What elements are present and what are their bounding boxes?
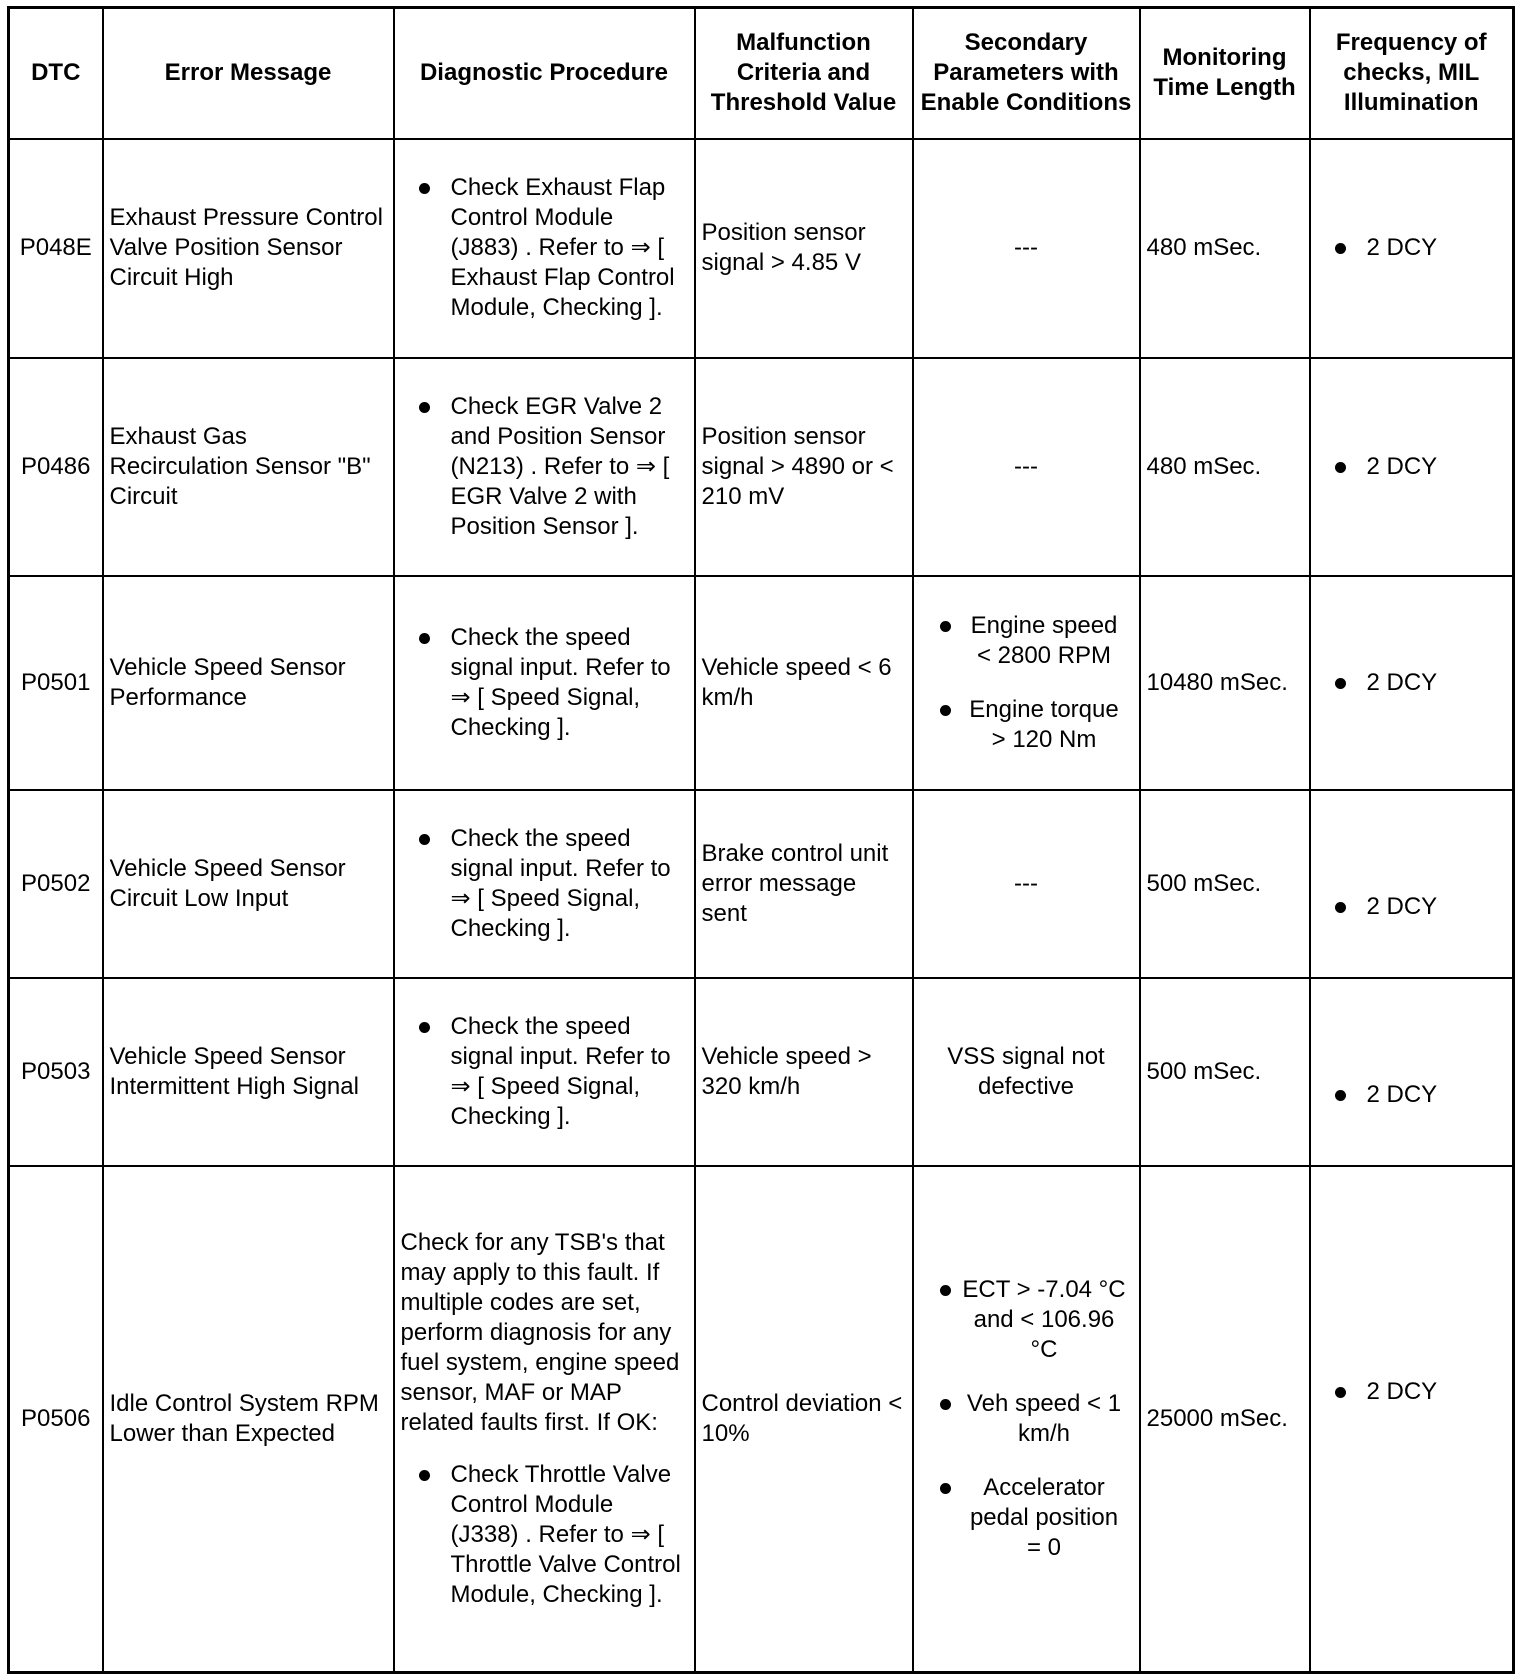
procedure-step: Check Exhaust Flap Control Module (J883) . Refer to ⇒ [ Exhaust Flap Control Module, Checking ]. — [401, 173, 688, 323]
frequency-value: 2 DCY — [1317, 1080, 1507, 1110]
secondary-parameters: --- — [913, 139, 1140, 358]
monitoring-time: 500 mSec. — [1140, 790, 1310, 978]
secondary-parameters — [913, 1166, 1140, 1673]
dtc-code: P0506 — [9, 1166, 103, 1673]
malfunction-criteria: Position sensor signal > 4890 or < 210 mV — [695, 358, 913, 576]
frequency-cell — [1310, 139, 1514, 358]
error-message: Vehicle Speed Sensor Performance — [103, 576, 394, 790]
table-row — [9, 978, 1514, 1166]
secondary-condition: Accelerator pedal position = 0 — [926, 1473, 1127, 1563]
malfunction-criteria: Vehicle speed < 6 km/h — [695, 576, 913, 790]
error-message: Vehicle Speed Sensor Intermittent High Signal — [103, 978, 394, 1166]
diagnostic-procedure — [394, 358, 695, 576]
table-row — [9, 576, 1514, 790]
diagnostic-procedure — [394, 978, 695, 1166]
malfunction-criteria: Position sensor signal > 4.85 V — [695, 139, 913, 358]
secondary-parameters: --- — [913, 358, 1140, 576]
frequency-value: 2 DCY — [1317, 452, 1507, 482]
header-monitoring-time: Monitoring Time Length — [1140, 8, 1310, 139]
header-secondary-parameters: Secondary Parameters with Enable Conditions — [913, 8, 1140, 139]
frequency-value: 2 DCY — [1317, 233, 1507, 263]
frequency-value: 2 DCY — [1317, 1377, 1507, 1407]
procedure-step: Check the speed signal input. Refer to ⇒ [ Speed Signal, Checking ]. — [401, 1012, 688, 1132]
procedure-step: Check the speed signal input. Refer to ⇒ [ Speed Signal, Checking ]. — [401, 623, 688, 743]
dtc-code: P0486 — [9, 358, 103, 576]
secondary-parameters: VSS signal not defective — [913, 978, 1140, 1166]
frequency-value: 2 DCY — [1317, 668, 1507, 698]
secondary-parameters: --- — [913, 790, 1140, 978]
frequency-cell — [1310, 978, 1514, 1166]
header-frequency: Frequency of checks, MIL Illumination — [1310, 8, 1514, 139]
monitoring-time: 480 mSec. — [1140, 139, 1310, 358]
error-message: Idle Control System RPM Lower than Expected — [103, 1166, 394, 1673]
procedure-intro: Check for any TSB's that may apply to this fault. If multiple codes are set, perform diagnosis for any fuel system, engine speed sensor, MAF or MAP related faults first. If OK: — [400, 1228, 680, 1436]
dtc-code: P0501 — [9, 576, 103, 790]
dtc-code: P048E — [9, 139, 103, 358]
error-message: Exhaust Pressure Control Valve Position Sensor Circuit High — [103, 139, 394, 358]
secondary-parameters — [913, 576, 1140, 790]
malfunction-criteria: Brake control unit error message sent — [695, 790, 913, 978]
frequency-cell — [1310, 1166, 1514, 1673]
frequency-cell — [1310, 576, 1514, 790]
monitoring-time: 480 mSec. — [1140, 358, 1310, 576]
secondary-condition: Engine speed < 2800 RPM — [926, 611, 1127, 671]
secondary-condition: Veh speed < 1 km/h — [926, 1389, 1127, 1449]
frequency-value: 2 DCY — [1317, 892, 1507, 922]
frequency-cell — [1310, 790, 1514, 978]
header-malfunction-criteria: Malfunction Criteria and Threshold Value — [695, 8, 913, 139]
monitoring-time: 10480 mSec. — [1140, 576, 1310, 790]
header-diagnostic-procedure: Diagnostic Procedure — [394, 8, 695, 139]
dtc-code: P0502 — [9, 790, 103, 978]
frequency-cell — [1310, 358, 1514, 576]
procedure-step: Check the speed signal input. Refer to ⇒ [ Speed Signal, Checking ]. — [401, 824, 688, 944]
table-row — [9, 139, 1514, 358]
diagnostic-procedure — [394, 790, 695, 978]
diagnostic-procedure — [394, 1166, 695, 1673]
malfunction-criteria: Control deviation < 10% — [695, 1166, 913, 1673]
dtc-code: P0503 — [9, 978, 103, 1166]
header-error-message: Error Message — [103, 8, 394, 139]
error-message: Vehicle Speed Sensor Circuit Low Input — [103, 790, 394, 978]
dtc-table — [7, 6, 1515, 1674]
secondary-condition: ECT > -7.04 °C and < 106.96 °C — [926, 1275, 1127, 1365]
diagnostic-procedure — [394, 139, 695, 358]
monitoring-time: 500 mSec. — [1140, 978, 1310, 1166]
header-dtc: DTC — [9, 8, 103, 139]
table-row — [9, 1166, 1514, 1673]
header-row — [9, 8, 1514, 139]
table-row — [9, 358, 1514, 576]
monitoring-time: 25000 mSec. — [1140, 1166, 1310, 1673]
procedure-step: Check Throttle Valve Control Module (J338) . Refer to ⇒ [ Throttle Valve Control Module, Checking ]. — [401, 1460, 688, 1610]
diagnostic-procedure — [394, 576, 695, 790]
procedure-step: Check EGR Valve 2 and Position Sensor (N213) . Refer to ⇒ [ EGR Valve 2 with Position Sensor ]. — [401, 392, 688, 542]
table-row — [9, 790, 1514, 978]
error-message: Exhaust Gas Recirculation Sensor "B" Circuit — [103, 358, 394, 576]
secondary-condition: Engine torque > 120 Nm — [926, 695, 1127, 755]
malfunction-criteria: Vehicle speed > 320 km/h — [695, 978, 913, 1166]
